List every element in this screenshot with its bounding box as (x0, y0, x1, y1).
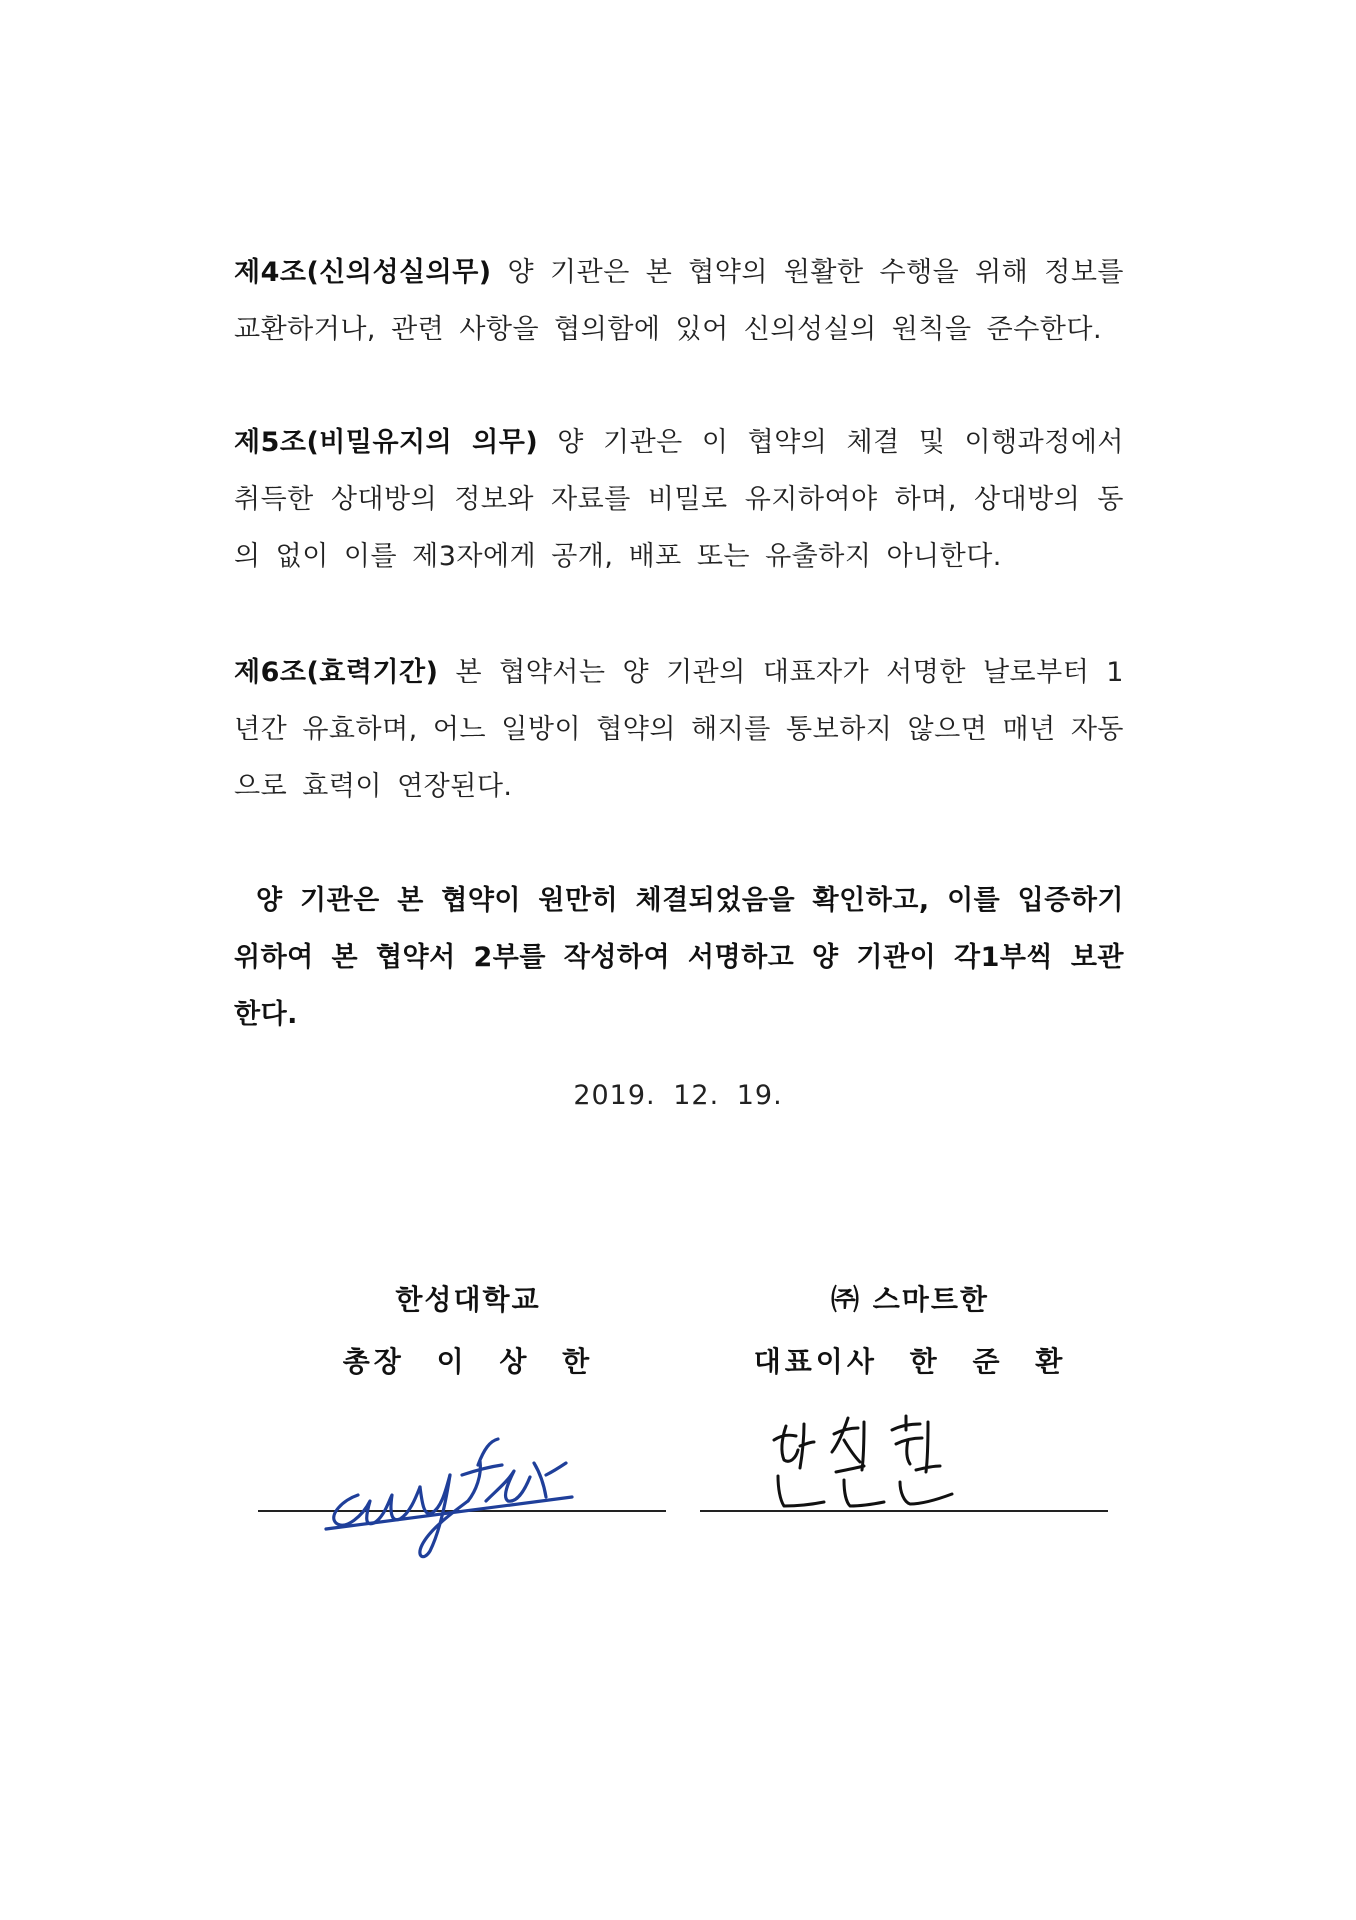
closing-text: 양 기관은 본 협약이 원만히 체결되었음을 확인하고, 이를 입증하기 위하여 본 협약서 2부를 작성하여 서명하고 양 기관이 각1부씩 보관한다. (234, 885, 1124, 1030)
article-4-heading: 제4조(신의성실의무) (234, 257, 492, 288)
article-6 (234, 644, 1124, 815)
closing-statement (234, 872, 1124, 1043)
article-4 (234, 244, 1124, 358)
signature-right (760, 1410, 970, 1520)
article-5-heading: 제5조(비밀유지의 의무) (234, 427, 539, 458)
party-hansung (258, 1272, 678, 1390)
party-right-representative: 대표이사 한 준 환 (753, 1345, 1067, 1378)
article-6-heading: 제6조(효력기간) (234, 657, 439, 688)
article-6-body: 본 협약서는 양 기관의 대표자가 서명한 날로부터 1년간 유효하며, 어느 일방이 협약의 해지를 통보하지 않으면 매년 자동으로 효력이 연장된다. (234, 657, 1124, 802)
party-left-organization: 한성대학교 (395, 1283, 541, 1316)
signature-left (318, 1405, 598, 1565)
party-left-representative: 총장 이 상 한 (342, 1345, 594, 1378)
signing-date: 2019. 12. 19. (573, 1080, 783, 1111)
article-5 (234, 414, 1124, 585)
party-smarthan (700, 1272, 1120, 1390)
article-5-body: 양 기관은 이 협약의 체결 및 이행과정에서 취득한 상대방의 정보와 자료를 비밀로 유지하여야 하며, 상대방의 동의 없이 이를 제3자에게 공개, 배포 또는 유출하지 아니한다. (234, 427, 1124, 572)
party-right-organization: ㈜ 스마트한 (831, 1283, 989, 1316)
article-4-body: 양 기관은 본 협약의 원활한 수행을 위해 정보를 교환하거나, 관련 사항을 협의함에 있어 신의성실의 원칙을 준수한다. (234, 257, 1124, 345)
